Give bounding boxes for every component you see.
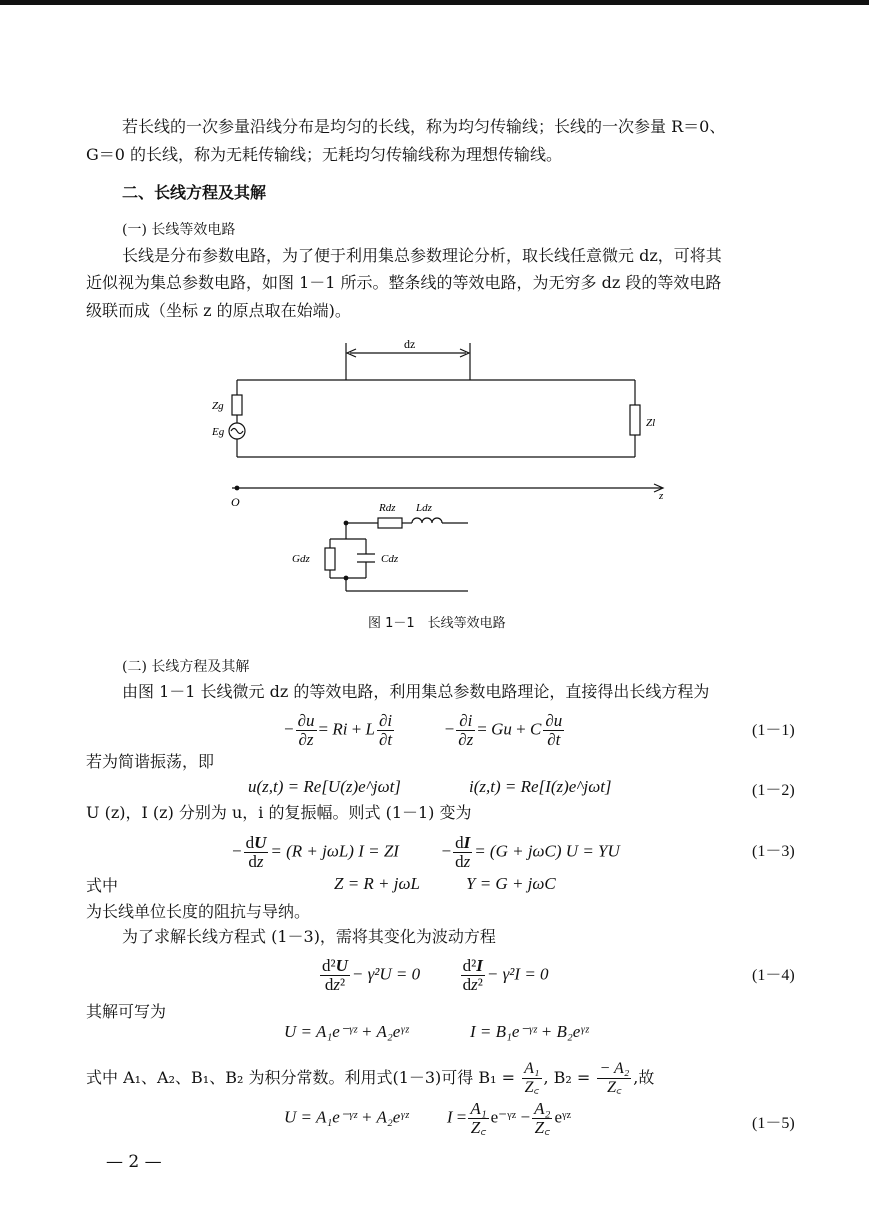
- equation-1-5: U = A₁e⁻ᵞᶻ + A₂eᵞᶻ I = $\frac{\text{A₁}}{Z꜀}$ e⁻ᵞᶻ − $\frac{\text{A₂}}{Z꜀}$ eᵞᶻ: [284, 1099, 572, 1137]
- para3: 由图 1－1 长线微元 dz 的等效电路，利用集总参数电路理论，直接得出长线方程为: [122, 682, 710, 701]
- zg-label: Zg: [212, 400, 224, 412]
- para4: U (z)，I (z) 分别为 u，i 的复振幅。则式 (1－1) 变为: [86, 803, 472, 822]
- eg-label: Eg: [212, 426, 225, 438]
- circuit-figure: [0, 335, 869, 635]
- figure-caption: 图 1－1 长线等效电路: [368, 616, 506, 631]
- para2-line2: 近似视为集总参数电路，如图 1－1 所示。整条线的等效电路，为无穷多 dz 段的等效电路: [86, 273, 722, 292]
- origin-label: O: [231, 495, 240, 509]
- eq-number-1-4: (1－4): [752, 967, 795, 984]
- where-Z: Z = R + jωL: [334, 874, 420, 893]
- eq-1-3-left-rhs: = (R + jωL) I = ZI: [270, 841, 399, 861]
- para1-line2: G＝0 的长线，称为无耗传输线；无耗均匀传输线称为理想传输线。: [86, 145, 563, 164]
- r-label: Rdz: [379, 502, 396, 514]
- para7-mid: , B₂ =: [543, 1068, 591, 1087]
- z-axis-label: z: [659, 490, 664, 502]
- equation-1-2-left: u(z,t) = Re[U(z)e^jωt]: [248, 777, 401, 796]
- zl-label: Zl: [646, 417, 656, 429]
- g-label: Gdz: [292, 553, 310, 565]
- eq-number-1-3: (1－3): [752, 843, 795, 860]
- where-Y: Y = G + jωC: [466, 874, 556, 893]
- para6: 为了求解长线方程式 (1－3)，需将其变化为波动方程: [122, 927, 496, 946]
- page-number: — 2 —: [106, 1152, 162, 1172]
- solution-I: I = B₁e⁻ᵞᶻ + B₂eᵞᶻ: [470, 1022, 589, 1041]
- eq-1-4-left-rhs: − γ²U = 0: [351, 964, 421, 984]
- equation-1-2-right: i(z,t) = Re[I(z)e^jωt]: [469, 777, 612, 796]
- equation-1-3: − $\frac{dU}{dz}$ = (R + jωL) I = ZI − $\frac{dI}{dz}$ = (G + jωC) U = YU: [232, 833, 620, 871]
- para7: 式中 A₁、A₂、B₁、B₂ 为积分常数。利用式(1－3)可得 B₁ = $\frac{\text{A₁}}{Z꜀}$ , B₂ = $\frac{\text{− A₂}}{Z꜀}$ ,故: [86, 1060, 655, 1096]
- top-border-line: [0, 0, 869, 5]
- eq-number-1-5: (1－5): [752, 1115, 795, 1132]
- solution-U: U = A₁e⁻ᵞᶻ + A₂eᵞᶻ: [284, 1022, 409, 1041]
- equation-1-1: − $\frac{\partial u}{\partial z}$ = Ri + L $\frac{\partial i}{\partial t}$ − $\frac{\partial i}{\partial z}$ = Gu + C $\frac{\partial u}{\partial t}$: [284, 711, 563, 749]
- subsection1-title: (一) 长线等效电路: [122, 222, 236, 238]
- c-label: Cdz: [381, 553, 399, 565]
- eq-number-1-2: (1－2): [752, 782, 795, 799]
- para5: 为长线单位长度的阻抗与导纳。: [86, 902, 311, 921]
- para1-line1: 若长线的一次参量沿线分布是均匀的长线，称为均匀传输线；长线的一次参量 R＝0、: [122, 117, 726, 136]
- eq-1-3-right-rhs: = (G + jωC) U = YU: [474, 841, 620, 861]
- eq-number-1-1: (1－1): [752, 722, 795, 739]
- where-label: 式中: [86, 876, 119, 895]
- subsection2-title: (二) 长线方程及其解: [122, 659, 250, 675]
- dz-label: dz: [404, 337, 416, 351]
- harmonic-intro: 若为简谐振荡，即: [86, 752, 215, 771]
- equation-1-4: $\frac{\text{d²U}}{\text{dz²}}$ − γ²U = 0 $\frac{\text{d²I}}{\text{dz²}}$ − γ²I = 0: [322, 956, 549, 994]
- para7-end: ,故: [633, 1068, 655, 1087]
- section-title: 二、长线方程及其解: [122, 183, 267, 202]
- solution-intro: 其解可写为: [86, 1002, 167, 1021]
- para7-start: 式中 A₁、A₂、B₁、B₂ 为积分常数。利用式(1－3)可得 B₁ =: [86, 1068, 516, 1087]
- eq-1-5-left: U = A₁e⁻ᵞᶻ + A₂eᵞᶻ: [284, 1107, 409, 1127]
- eq-1-4-right-rhs: − γ²I = 0: [486, 964, 549, 984]
- para2-line1: 长线是分布参数电路，为了便于利用集总参数理论分析，取长线任意微元 dz，可将其: [122, 246, 722, 265]
- para2-line3: 级联而成（坐标 z 的原点取在始端)。: [86, 301, 351, 320]
- l-label: Ldz: [416, 502, 432, 514]
